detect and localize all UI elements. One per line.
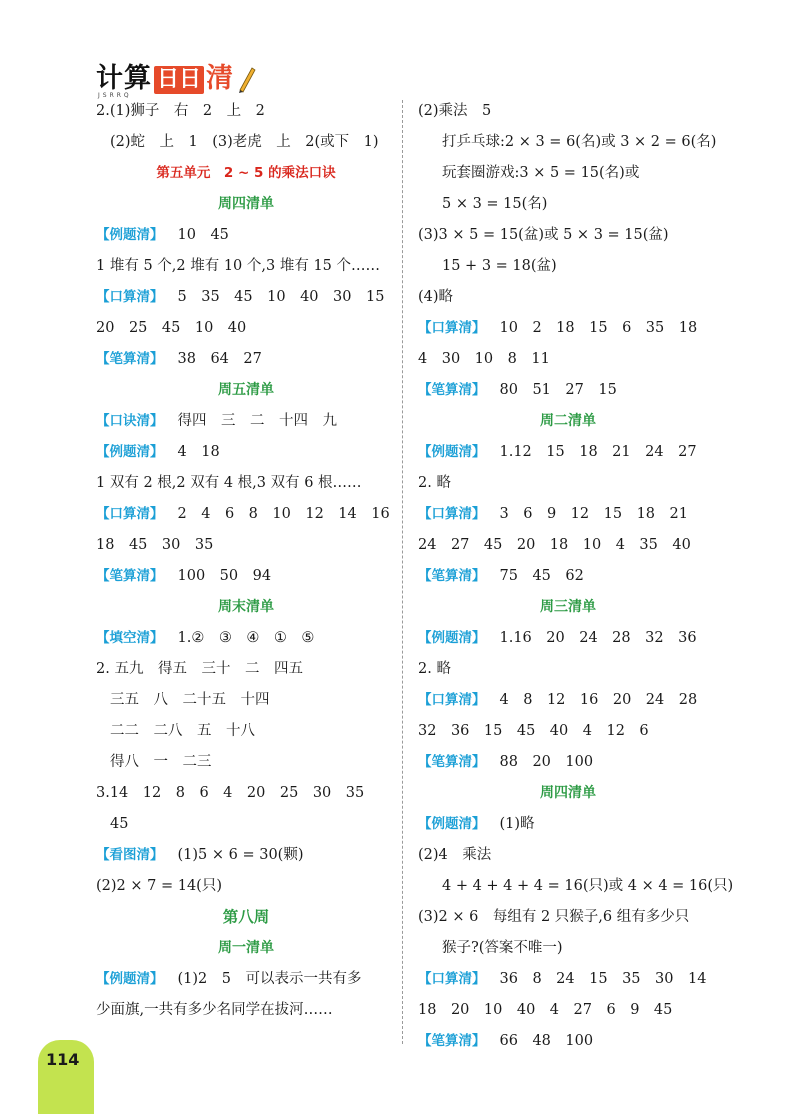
heading-text: 周末清单 — [218, 599, 274, 615]
answer-text: 少面旗,一共有多少名同学在拔河…… — [96, 1002, 333, 1018]
category-tag: 【笔算清】 — [96, 351, 164, 367]
answer-text: 1.16 20 24 28 32 36 — [499, 630, 697, 646]
logo-subtitle: JSRRQ — [98, 92, 132, 99]
unit-heading — [96, 158, 396, 189]
category-tag: 【笔算清】 — [418, 568, 486, 584]
answer-line — [418, 220, 718, 251]
answer-line — [418, 933, 718, 964]
answer-text: (2)2 × 7 = 14(只) — [96, 878, 222, 894]
answer-text: 1.② ③ ④ ① ⑤ — [177, 630, 315, 646]
answer-text: 18 20 10 40 4 27 6 9 45 — [418, 1002, 673, 1018]
answer-text: 10 2 18 15 6 35 18 — [499, 320, 698, 336]
answer-line — [96, 809, 396, 840]
category-tag: 【例题清】 — [96, 227, 164, 243]
page-number: 114 — [46, 1050, 80, 1069]
answer-text: 18 45 30 35 — [96, 537, 214, 553]
answer-line — [96, 747, 396, 778]
answer-text: (2)蛇 上 1 (3)老虎 上 2(或下 1) — [110, 134, 379, 150]
answer-text: 三五 八 二十五 十四 — [110, 692, 270, 708]
answer-text: (1)2 5 可以表示一共有多 — [177, 971, 362, 987]
section-heading — [418, 406, 718, 437]
category-tag: 【笔算清】 — [418, 1033, 486, 1049]
answer-text: 88 20 100 — [499, 754, 594, 770]
answer-line — [418, 902, 718, 933]
answer-line — [96, 778, 396, 809]
logo-qing: 清 — [206, 63, 234, 94]
section-heading — [418, 592, 718, 623]
category-tag: 【口算清】 — [418, 971, 486, 987]
category-tag: 【看图清】 — [96, 847, 164, 863]
answer-line — [418, 189, 718, 220]
answer-line — [96, 716, 396, 747]
answer-line — [96, 468, 396, 499]
answer-text: 5 × 3 = 15(名) — [442, 196, 548, 212]
left-column — [96, 96, 396, 1026]
answer-line — [96, 654, 396, 685]
answer-line — [96, 623, 396, 654]
answer-text: (2)乘法 5 — [418, 103, 492, 119]
answer-line — [418, 964, 718, 995]
answer-line — [96, 561, 396, 592]
category-tag: 【例题清】 — [418, 444, 486, 460]
answer-line — [96, 530, 396, 561]
answer-line — [96, 96, 396, 127]
answer-line — [418, 995, 718, 1026]
right-column — [418, 96, 734, 1057]
answer-line — [418, 344, 718, 375]
answer-line — [418, 127, 718, 158]
answer-line — [96, 499, 396, 530]
section-heading — [96, 592, 396, 623]
answer-text: 3 6 9 12 15 18 21 — [499, 506, 688, 522]
section-heading — [96, 189, 396, 220]
answer-text: 1 堆有 5 个,2 堆有 10 个,3 堆有 15 个…… — [96, 258, 381, 274]
answer-line — [418, 716, 718, 747]
answer-text: 打乒乓球:2 × 3 = 6(名)或 3 × 2 = 6(名) — [442, 134, 717, 150]
heading-text: 周四清单 — [218, 196, 274, 212]
section-heading — [96, 375, 396, 406]
answer-text: 1.12 15 18 21 24 27 — [499, 444, 697, 460]
answer-text: 4 18 — [177, 444, 220, 460]
heading-text: 第八周 — [222, 908, 270, 926]
category-tag: 【口诀清】 — [96, 413, 164, 429]
answer-line — [96, 344, 396, 375]
answer-line — [418, 840, 718, 871]
answer-line — [418, 96, 718, 127]
answer-text: 20 25 45 10 40 — [96, 320, 247, 336]
answer-line — [96, 220, 396, 251]
answer-text: (1)略 — [499, 816, 535, 832]
answer-line — [96, 313, 396, 344]
heading-text: 周二清单 — [540, 413, 596, 429]
answer-line — [96, 437, 396, 468]
category-tag: 【笔算清】 — [96, 568, 164, 584]
section-heading — [96, 902, 396, 933]
logo — [96, 58, 258, 99]
answer-line — [96, 871, 396, 902]
heading-text: 周四清单 — [540, 785, 596, 801]
answer-text: 玩套圈游戏:3 × 5 = 15(名)或 — [442, 165, 640, 181]
answer-line — [418, 685, 718, 716]
category-tag: 【填空清】 — [96, 630, 164, 646]
answer-line — [418, 530, 718, 561]
category-tag: 【例题清】 — [96, 444, 164, 460]
answer-text: 2 4 6 8 10 12 14 16 — [177, 506, 390, 522]
category-tag: 【口算清】 — [418, 320, 486, 336]
answer-line — [418, 654, 718, 685]
answer-text: 4 8 12 16 20 24 28 — [499, 692, 698, 708]
logo-text: 计算 — [96, 63, 152, 94]
answer-line — [418, 561, 718, 592]
answer-line — [418, 282, 718, 313]
category-tag: 【笔算清】 — [418, 754, 486, 770]
answer-text: 2.(1)狮子 右 2 上 2 — [96, 103, 265, 119]
answer-text: 猴子?(答案不唯一) — [442, 940, 563, 956]
answer-text: 4 + 4 + 4 + 4 = 16(只)或 4 × 4 = 16(只) — [442, 878, 734, 894]
answer-text: 24 27 45 20 18 10 4 35 40 — [418, 537, 691, 553]
answer-line — [418, 468, 718, 499]
answer-line — [96, 840, 396, 871]
answer-line — [418, 747, 718, 778]
answer-text: 2. 略 — [418, 475, 451, 491]
answer-text: (4)略 — [418, 289, 454, 305]
answer-text: 5 35 45 10 40 30 15 — [177, 289, 385, 305]
answer-line — [418, 623, 718, 654]
answer-line — [418, 809, 718, 840]
pen-icon — [236, 64, 258, 94]
answer-text: 45 — [110, 816, 129, 832]
answer-line — [96, 995, 396, 1026]
answer-line — [96, 964, 396, 995]
answer-text: 10 45 — [177, 227, 229, 243]
answer-text: 二二 二八 五 十八 — [110, 723, 255, 739]
column-divider — [402, 100, 403, 1044]
answer-line — [418, 313, 718, 344]
answer-line — [96, 685, 396, 716]
section-heading — [96, 933, 396, 964]
answer-line — [96, 406, 396, 437]
answer-text: 2. 五九 得五 三十 二 四五 — [96, 661, 303, 677]
category-tag: 【口算清】 — [418, 506, 486, 522]
category-tag: 【口算清】 — [96, 506, 164, 522]
answer-text: (3)3 × 5 = 15(盆)或 5 × 3 = 15(盆) — [418, 227, 669, 243]
answer-text: 66 48 100 — [499, 1033, 594, 1049]
answer-line — [418, 499, 718, 530]
heading-text: 第五单元 2 ~ 5 的乘法口诀 — [156, 165, 336, 181]
answer-text: (1)5 × 6 = 30(颗) — [177, 847, 304, 863]
answer-line — [96, 282, 396, 313]
answer-text: 75 45 62 — [499, 568, 584, 584]
answer-text: 1 双有 2 根,2 双有 4 根,3 双有 6 根…… — [96, 475, 362, 491]
category-tag: 【口算清】 — [418, 692, 486, 708]
heading-text: 周五清单 — [218, 382, 274, 398]
answer-line — [418, 375, 718, 406]
answer-line — [418, 871, 734, 902]
answer-line — [96, 251, 396, 282]
answer-text: (3)2 × 6 每组有 2 只猴子,6 组有多少只 — [418, 909, 690, 925]
answer-text: 32 36 15 45 40 4 12 6 — [418, 723, 649, 739]
category-tag: 【口算清】 — [96, 289, 164, 305]
answer-text: 80 51 27 15 — [499, 382, 617, 398]
answer-text: (2)4 乘法 — [418, 847, 492, 863]
category-tag: 【例题清】 — [418, 630, 486, 646]
category-tag: 【例题清】 — [418, 816, 486, 832]
answer-text: 100 50 94 — [177, 568, 272, 584]
answer-line — [418, 1026, 718, 1057]
category-tag: 【笔算清】 — [418, 382, 486, 398]
answer-text: 38 64 27 — [177, 351, 262, 367]
section-heading — [418, 778, 718, 809]
answer-line — [96, 127, 396, 158]
answer-line — [418, 437, 718, 468]
heading-text: 周一清单 — [218, 940, 274, 956]
answer-text: 得四 三 二 十四 九 — [177, 413, 337, 429]
answer-line — [418, 158, 718, 189]
answer-text: 3.14 12 8 6 4 20 25 30 35 — [96, 785, 365, 801]
answer-text: 得八 一 二三 — [110, 754, 212, 770]
answer-text: 15 + 3 = 18(盆) — [442, 258, 557, 274]
answer-text: 2. 略 — [418, 661, 451, 677]
answer-text: 36 8 24 15 35 30 14 — [499, 971, 707, 987]
logo-box: 日日 — [154, 66, 204, 94]
heading-text: 周三清单 — [540, 599, 596, 615]
category-tag: 【例题清】 — [96, 971, 164, 987]
answer-text: 4 30 10 8 11 — [418, 351, 550, 367]
answer-line — [418, 251, 718, 282]
